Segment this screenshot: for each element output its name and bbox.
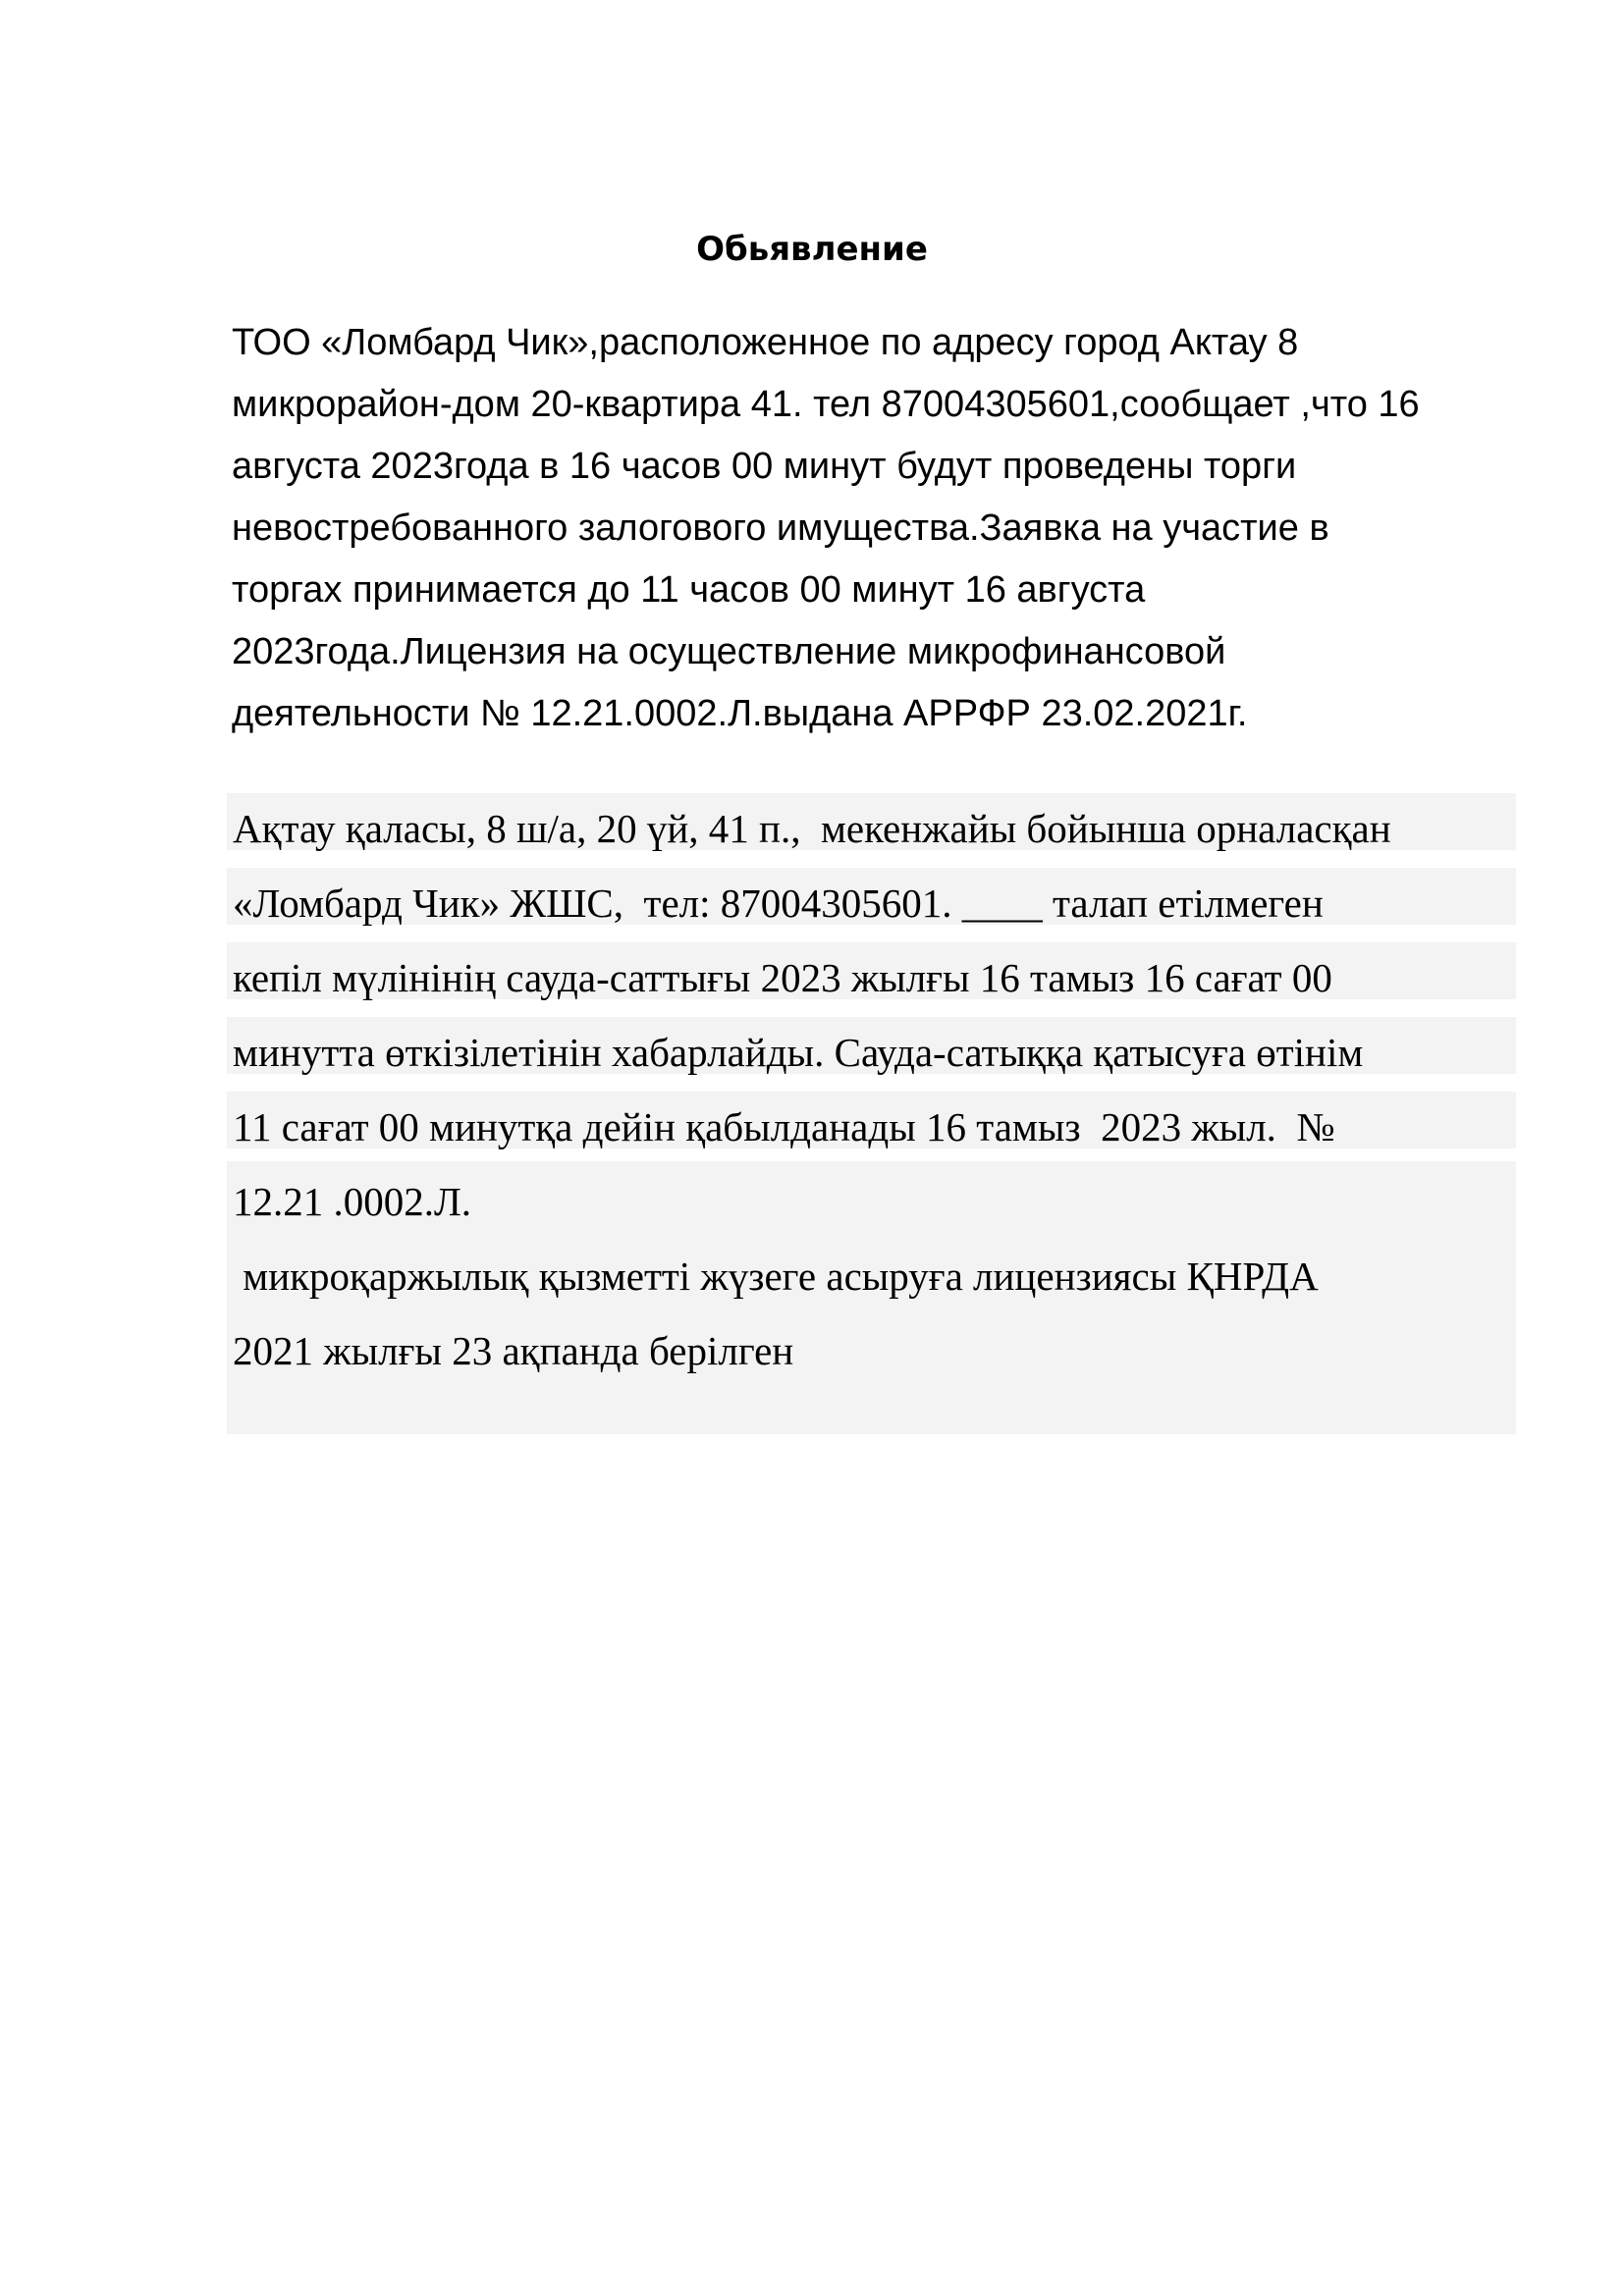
kazakh-announcement — [233, 791, 1529, 1388]
russian-line: невостребованного залогового имущества.Заявка на участие в — [232, 507, 1329, 549]
russian-line: 2023года.Лицензия на осуществление микрофинансовой — [232, 631, 1226, 672]
kazakh-line: минутта өткізілетінін хабарлайды. Сауда-сатыққа қатысуға өтінім — [233, 1030, 1364, 1075]
kazakh-line: микроқаржылық қызметті жүзеге асыруға лицензиясы ҚНРДА — [233, 1254, 1319, 1299]
kazakh-line: 2021 жылғы 23 ақпанда берілген — [233, 1328, 794, 1373]
russian-line: микрорайон-дом 20-квартира 41. тел 87004305601,сообщает ,что 16 — [232, 384, 1420, 425]
kazakh-line: 11 сағат 00 минутқа дейін қабылданады 16 тамыз 2023 жыл. № — [233, 1104, 1335, 1149]
kazakh-line: Ақтау қаласы, 8 ш/а, 20 үй, 41 п., мекенжайы бойынша орналасқан — [233, 806, 1391, 851]
kazakh-line: 12.21 .0002.Л. — [233, 1179, 472, 1224]
russian-line: ТОО «Ломбард Чик»,расположенное по адресу город Актау 8 — [232, 322, 1299, 363]
russian-line: деятельности № 12.21.0002.Л.выдана АРРФР 23.02.2021г. — [232, 693, 1248, 734]
russian-announcement — [232, 312, 1547, 745]
document-title: Обьявление — [696, 230, 928, 269]
russian-line: торгах принимается до 11 часов 00 минут 16 августа — [232, 569, 1146, 611]
kazakh-line: «Ломбард Чик» ЖШС, тел: 87004305601. ____ талап етілмеген — [233, 881, 1324, 926]
russian-line: августа 2023года в 16 часов 00 минут будут проведены торги — [232, 446, 1297, 487]
kazakh-line: кепіл мүлінінің сауда-саттығы 2023 жылғы 16 тамыз 16 сағат 00 — [233, 955, 1332, 1000]
